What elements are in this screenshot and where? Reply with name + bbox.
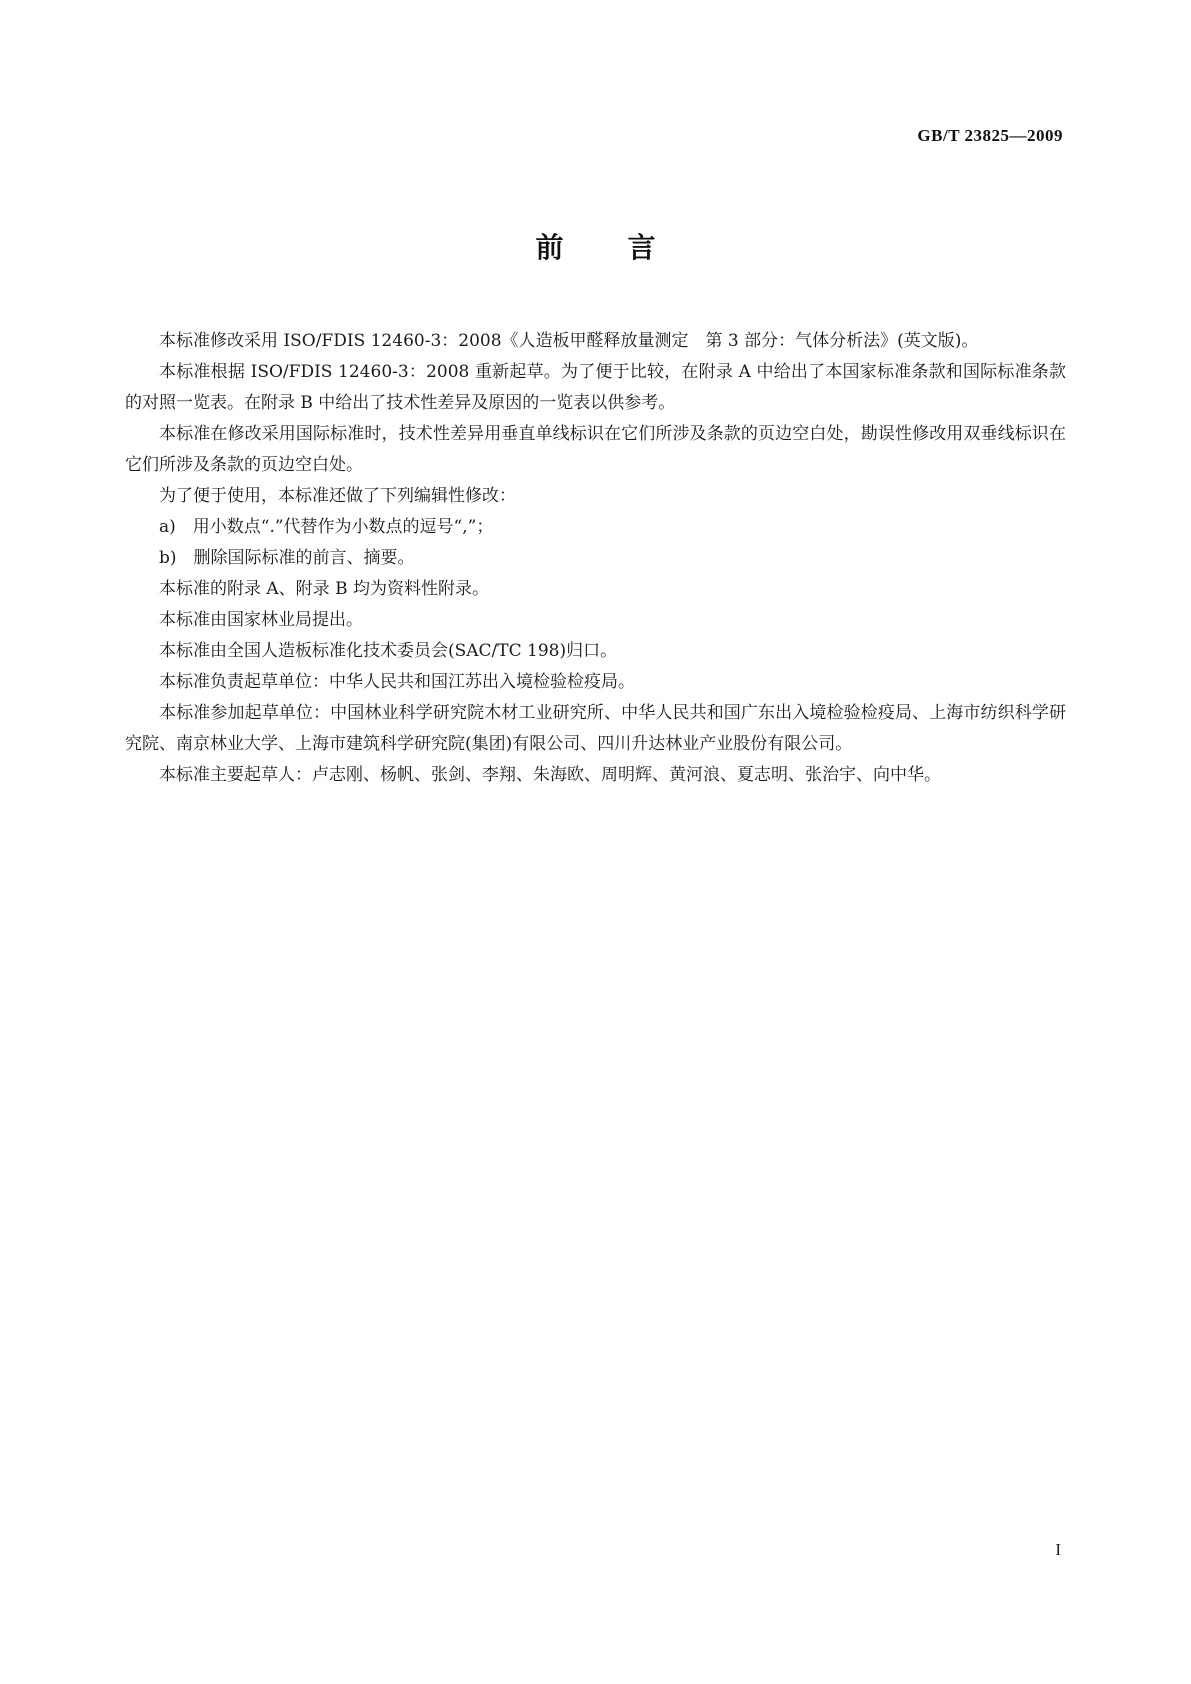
standard-code: GB/T 23825—2009	[917, 126, 1063, 145]
paragraph-proposed-by: 本标准由国家林业局提出。	[159, 610, 363, 630]
paragraph-redrafting: 本标准根据 ISO/FDIS 12460-3：2008 重新起草。为了便于比较，在附录 A 中给出了本国家标准条款和国际标准条款的对照一览表。在附录 B 中给出了技术性差异及原因的一览表以供参考。	[125, 362, 1066, 413]
page-number: I	[1055, 1540, 1061, 1559]
paragraph-main-drafters: 本标准主要起草人：卢志刚、杨帆、张剑、李翔、朱海欧、周明辉、黄河浪、夏志明、张治宇、向中华。	[159, 765, 941, 785]
paragraph-annexes: 本标准的附录 A、附录 B 均为资料性附录。	[159, 579, 489, 599]
list-item-b: b) 删除国际标准的前言、摘要。	[159, 548, 415, 568]
paragraph-participating-drafters: 本标准参加起草单位：中国林业科学研究院木材工业研究所、中华人民共和国广东出入境检验检疫局、上海市纺织科学研究院、南京林业大学、上海市建筑科学研究院(集团)有限公司、四川升达林业产业股份有限公司。	[125, 703, 1066, 754]
paragraph-technical-differences: 本标准在修改采用国际标准时，技术性差异用垂直单线标识在它们所涉及条款的页边空白处，勘误性修改用双垂线标识在它们所涉及条款的页边空白处。	[125, 424, 1066, 475]
list-item-a: a) 用小数点“.”代替作为小数点的逗号“,”；	[159, 517, 494, 537]
foreword-body	[125, 326, 1066, 791]
paragraph-adoption: 本标准修改采用 ISO/FDIS 12460-3：2008《人造板甲醛释放量测定 第 3 部分：气体分析法》(英文版)。	[159, 331, 979, 351]
paragraph-editorial-intro: 为了便于使用，本标准还做了下列编辑性修改：	[159, 486, 516, 506]
paragraph-lead-drafter: 本标准负责起草单位：中华人民共和国江苏出入境检验检疫局。	[159, 672, 635, 692]
page-title: 前言	[535, 231, 720, 264]
paragraph-centralized-by: 本标准由全国人造板标准化技术委员会(SAC/TC 198)归口。	[159, 641, 618, 661]
